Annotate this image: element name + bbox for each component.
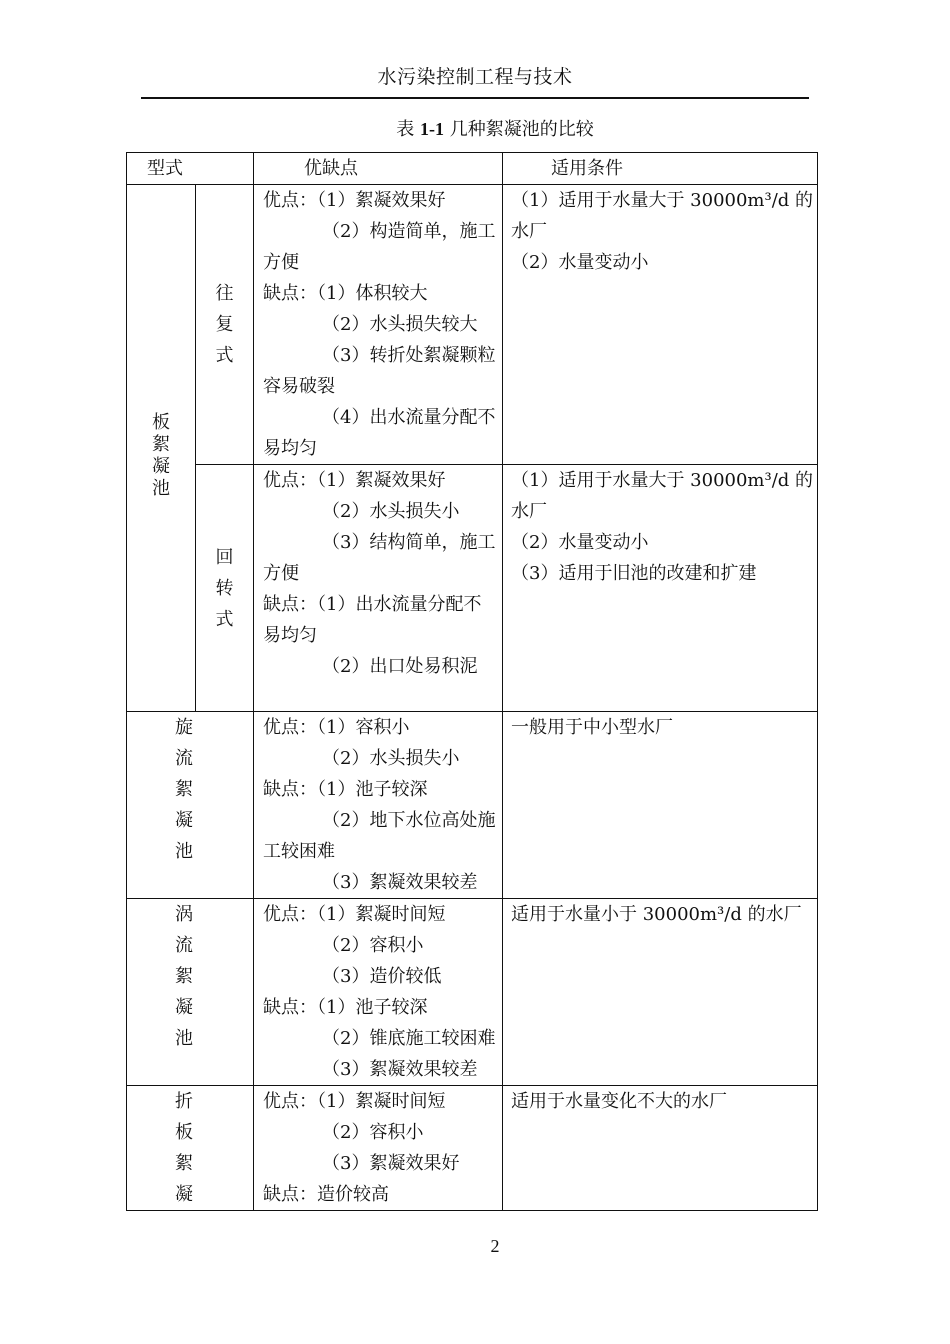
line: 一般用于中小型水厂 [511, 717, 673, 738]
line: （3）适用于旧池的改建和扩建 [511, 563, 757, 584]
line: （2）地下水位高处施 [322, 810, 496, 831]
line: （3）造价较低 [322, 966, 442, 987]
line: 适用于水量小于 30000m³/d 的水厂 [511, 904, 802, 925]
table-caption [0, 115, 950, 141]
line: （2）容积小 [322, 1122, 424, 1143]
line: （2）容积小 [322, 935, 424, 956]
type-cell-reciprocating [196, 185, 254, 465]
line: 水厂 [511, 221, 547, 242]
line: （4）出水流量分配不 [322, 407, 496, 428]
pros-cons-rotary [254, 465, 503, 712]
running-header: 水污染控制工程与技术 [377, 66, 573, 88]
line: 方便 [263, 252, 299, 273]
type-cell-spiral [127, 712, 254, 899]
conditions-spiral [503, 712, 818, 899]
conditions-vortex [503, 899, 818, 1086]
table-row-rotary [127, 465, 818, 712]
header-pros-cons: 优缺点 [254, 153, 503, 185]
caption-prefix: 表 [396, 119, 420, 140]
line: （3）结构简单，施工 [322, 532, 496, 553]
table-row-folded [127, 1086, 818, 1211]
type-cell-vortex [127, 899, 254, 1086]
table-row-spiral [127, 712, 818, 899]
line: （2）水头损失小 [322, 501, 460, 522]
line: （2）水头损失小 [322, 748, 460, 769]
line: 缺点：（1）池子较深 [263, 997, 428, 1018]
table-row-vortex [127, 899, 818, 1086]
conditions-folded [503, 1086, 818, 1211]
type-cell-rotary [196, 465, 254, 712]
line: （2）锥底施工较困难 [322, 1028, 496, 1049]
pros-cons-spiral [254, 712, 503, 899]
caption-title: 几种絮凝池的比较 [449, 119, 594, 140]
comparison-table [126, 152, 818, 1211]
conditions-rotary [503, 465, 818, 712]
line: （3）絮凝效果较差 [322, 1059, 478, 1080]
line: 优点：（1）絮凝时间短 [263, 1091, 446, 1112]
line: 缺点：造价较高 [263, 1184, 389, 1205]
group-label-cell [127, 185, 196, 712]
line: 缺点：（1）池子较深 [263, 779, 428, 800]
header-rule [141, 97, 809, 99]
line: （1）适用于水量大于 30000m³/d 的 [511, 470, 814, 491]
pros-cons-reciprocating [254, 185, 503, 465]
type-vortex: 涡流絮凝池 [175, 904, 193, 1049]
type-cell-folded [127, 1086, 254, 1211]
caption-number: 1-1 [420, 119, 444, 139]
group-label: 板絮凝池 [152, 412, 170, 499]
line: 缺点：（1）体积较大 [263, 283, 428, 304]
line: 工较困难 [263, 841, 335, 862]
table-header-row [127, 153, 818, 185]
pros-cons-vortex [254, 899, 503, 1086]
line: 适用于水量变化不大的水厂 [511, 1091, 727, 1112]
line: 优点：（1）絮凝效果好 [263, 470, 446, 491]
line: （2）水量变动小 [511, 252, 649, 273]
line: 缺点：（1）出水流量分配不 [263, 594, 482, 615]
line: 方便 [263, 563, 299, 584]
line: （3）转折处絮凝颗粒 [322, 345, 496, 366]
line: 易均匀 [263, 438, 317, 459]
line: （2）水量变动小 [511, 532, 649, 553]
header-type: 型式 [127, 153, 254, 185]
header-conditions: 适用条件 [503, 153, 818, 185]
line: 水厂 [511, 501, 547, 522]
line: （2）水头损失较大 [322, 314, 478, 335]
pros-cons-folded [254, 1086, 503, 1211]
line: 易均匀 [263, 625, 317, 646]
page-number: 2 [490, 1236, 500, 1256]
type-spiral: 旋流絮凝池 [175, 717, 193, 862]
line: 容易破裂 [263, 376, 335, 397]
line: （1）适用于水量大于 30000m³/d 的 [511, 190, 814, 211]
type-rotary: 回转式 [215, 546, 234, 630]
table-row-reciprocating [127, 185, 818, 465]
line: （3）絮凝效果较差 [322, 872, 478, 893]
line: 优点：（1）絮凝效果好 [263, 190, 446, 211]
line: （2）出口处易积泥 [322, 656, 478, 677]
line: （3）絮凝效果好 [322, 1153, 460, 1174]
line: （2）构造简单，施工 [322, 221, 496, 242]
line: 优点：（1）絮凝时间短 [263, 904, 446, 925]
type-folded: 折板絮凝 [175, 1091, 193, 1205]
line: 优点：（1）容积小 [263, 717, 410, 738]
type-reciprocating: 往复式 [215, 283, 234, 366]
conditions-reciprocating [503, 185, 818, 465]
